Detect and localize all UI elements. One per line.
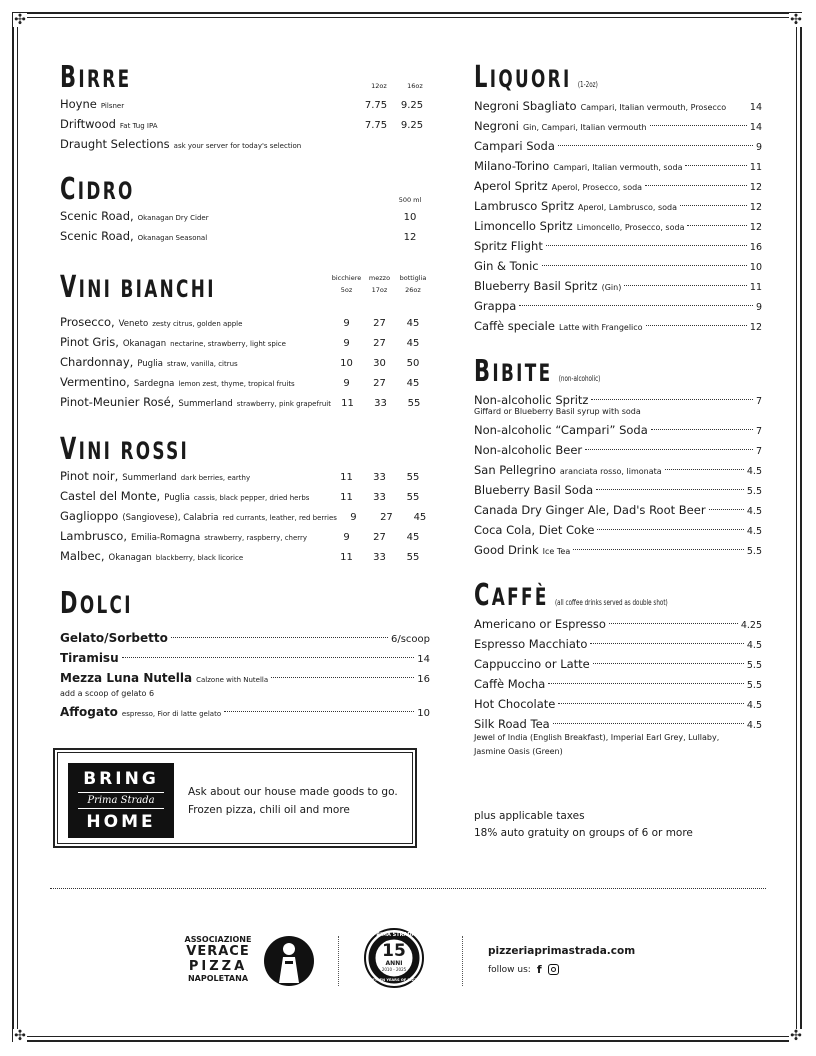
logo-prima-strada: Prima Strada [78,792,164,809]
corner-ornament-icon: ✣ [790,12,802,28]
section-birre [60,60,430,158]
item-region: Emilia-Romagna [130,533,201,543]
section-liquori [474,60,762,336]
item-price: 7 [755,426,762,437]
item-price: 55 [406,552,420,563]
menu-item [60,648,430,668]
leader-dots [591,399,753,400]
item-price: 55 [406,472,420,483]
section-title: BIRRE [60,60,132,95]
menu-item [60,352,430,372]
item-name: Hot Chocolate [474,697,556,711]
leader-dots [271,677,414,678]
item-name: Malbec, [60,549,105,563]
follow-us-label: follow us: [488,964,531,975]
leader-dots [224,711,414,712]
leader-dots [645,185,747,186]
leader-dots [171,637,388,638]
menu-item [474,236,762,256]
corner-ornament-icon: ✣ [790,1028,802,1044]
item-desc: blackberry, black licorice [155,554,244,562]
item-desc: red currants, leather, red berries [222,514,337,522]
item-price: 9 [755,142,762,153]
item-name: Scenic Road, [60,229,134,243]
item-price: 5.5 [746,546,762,557]
leader-dots [548,683,744,684]
header-mezzo: mezzo [368,274,391,282]
menu-item [60,134,430,154]
section-title: CIDRO [60,172,135,207]
item-price: 9 [343,338,350,349]
item-region: Veneto [118,319,149,329]
menu-item [474,420,762,440]
menu-item [474,674,762,694]
section-title [474,60,699,94]
leader-dots [650,125,747,126]
item-name: Limoncello Spritz [474,219,573,233]
item-price: 4.5 [746,640,762,651]
section-title [474,578,699,612]
item-price: 10 [417,708,430,719]
item-name: Aperol Spritz [474,179,548,193]
item-name: Prosecco, [60,315,115,329]
badge-number: 15 [382,941,406,961]
item-price: 45 [406,532,420,543]
item-price: 27 [373,532,386,543]
item-price: 4.5 [746,506,762,517]
menu-item [474,634,762,654]
menu-item [474,654,762,674]
menu-item [60,372,430,392]
item-desc: lemon zest, thyme, tropical fruits [178,380,295,388]
item-name: Espresso Macchiato [474,637,588,651]
leader-dots [593,663,744,664]
gratuity-line: 18% auto gratuity on groups of 6 or more [474,827,693,839]
item-name: Blueberry Basil Spritz [474,279,598,293]
menu-item [474,694,762,714]
item-desc: nectarine, strawberry, light spice [170,340,286,348]
leader-dots [573,549,744,550]
section-vini-rossi [60,432,430,572]
menu-item [474,136,762,156]
section-title: DOLCI [60,586,133,621]
website-link[interactable]: pizzeriaprimastrada.com [488,945,636,957]
item-region: Puglia [164,493,190,503]
instagram-icon[interactable] [548,964,559,975]
menu-item [474,440,762,460]
item-desc: strawberry, raspberry, cherry [204,534,308,542]
menu-item [474,116,762,136]
menu-item [60,506,430,526]
item-name: Coca Cola, Diet Coke [474,523,595,537]
leader-dots [546,245,747,246]
item-name: Negroni [474,119,519,133]
menu-item [60,226,430,246]
taxes-line: plus applicable taxes [474,810,585,822]
item-price: 11 [340,552,353,563]
item-desc: Limoncello, Prosecco, soda [576,223,685,232]
item-name: Pinot noir, [60,469,119,483]
menu-item [474,196,762,216]
item-name: Hoyne [60,97,97,111]
item-name: Non-alcoholic “Campari” Soda [474,423,648,437]
section-bibite [474,354,762,560]
right-column [474,60,762,760]
menu-item [60,628,430,648]
item-name: Grappa [474,299,517,313]
badge-bottom-text: FIFTEEN YEARS OF PIZZA [368,978,420,982]
item-price: 27 [373,338,386,349]
menu-item [474,156,762,176]
item-price: 33 [373,552,386,563]
item-price: 12 [749,202,762,213]
menu-item [60,332,430,352]
item-price: 11 [341,398,354,409]
item-name: Non-alcoholic Spritz [474,393,589,407]
item-name: Good Drink [474,543,539,557]
item-price: 4.5 [746,526,762,537]
item-price: 5.5 [746,680,762,691]
item-name: Milano-Torino [474,159,550,173]
menu-item [474,296,762,316]
item-name: Gelato/Sorbetto [60,631,168,645]
item-price: 9 [343,378,350,389]
leader-dots [597,529,744,530]
item-desc: Campari, Italian vermouth, soda [553,163,683,172]
item-desc: Campari, Italian vermouth, Prosecco [580,103,727,112]
leader-dots [590,643,743,644]
item-price: 30 [373,358,386,369]
section-title: VINI ROSSI [60,432,190,467]
item-name: Blueberry Basil Soda [474,483,594,497]
pulcinella-seal-icon [263,935,315,987]
menu-item [474,276,762,296]
leader-dots [122,657,415,658]
item-desc: aranciata rosso, limonata [559,467,662,476]
left-column [60,60,430,726]
item-name: Spritz Flight [474,239,543,253]
item-price: 4.5 [746,466,762,477]
item-desc: Pilsner [100,102,125,110]
item-name: Gaglioppo [60,509,119,523]
item-name: Castel del Monte, [60,489,161,503]
item-price: 9.25 [400,100,424,111]
corner-ornament-icon: ✣ [14,1028,26,1044]
leader-dots [680,205,747,206]
promo-line-2: Frozen pizza, chili oil and more [188,804,350,816]
avpn-logo [183,935,318,995]
item-price: 4.25 [740,620,762,631]
menu-item [474,316,762,336]
leader-dots [687,225,746,226]
size-headers [350,78,430,90]
menu-item [60,312,430,332]
size-headers [330,270,430,294]
item-price: 33 [373,492,386,503]
menu-item [60,486,430,506]
item-desc: straw, vanilla, citrus [167,360,238,368]
menu-item [474,176,762,196]
anniversary-badge [364,928,424,988]
item-name: Non-alcoholic Beer [474,443,583,457]
item-price: 45 [406,338,420,349]
item-desc: strawberry, pink grapefruit [236,400,331,408]
item-name: Tiramisu [60,651,119,665]
item-region: (Sangiovese), Calabria [122,513,219,523]
bring-home-promo [53,748,417,848]
item-price: 9.25 [400,120,424,131]
leader-dots [609,623,738,624]
tea-note: Jewel of India (English Breakfast), Imperial Earl Grey, Lullaby, [474,733,720,742]
header-5oz: 5oz [340,286,353,294]
item-desc: cassis, black pepper, dried herbs [193,494,310,502]
item-desc: Aperol, Prosecco, soda [551,183,643,192]
gelato-note: add a scoop of gelato 6 [60,689,155,698]
item-price: 7.75 [364,100,388,111]
item-name: Negroni Sbagliato [474,99,577,113]
item-price: 14 [417,654,430,665]
item-price: 9 [343,532,350,543]
leader-dots [596,489,744,490]
tea-note: Jasmine Oasis (Green) [474,747,563,756]
item-price: 4.5 [746,700,762,711]
item-name: Vermentino, [60,375,130,389]
item-price: 7.75 [364,120,388,131]
menu-item [474,96,762,116]
item-desc: (Gin) [601,283,622,292]
header-bicchiere: bicchiere [331,274,362,282]
menu-item [474,540,762,560]
item-region: Okanagan [122,339,167,349]
leader-dots [542,265,747,266]
leader-dots [685,165,746,166]
contact-block [488,945,635,976]
item-price: 12 [749,222,762,233]
item-price: 11 [340,472,353,483]
section-dolci [60,586,430,726]
item-price: 45 [413,512,427,523]
menu-item [60,702,430,722]
item-desc: Okanagan Dry Cider [137,214,209,222]
menu-item [60,392,430,412]
item-name: Pinot Gris, [60,335,119,349]
item-price: 11 [340,492,353,503]
promo-line-1: Ask about our house made goods to go. [188,786,398,798]
item-price: 33 [373,472,386,483]
bring-home-logo [68,763,174,838]
menu-item [60,668,430,688]
header-500ml: 500 ml [398,196,422,204]
item-name: Lambrusco Spritz [474,199,575,213]
facebook-icon[interactable]: f [536,963,542,976]
item-name: Lambrusco, [60,529,127,543]
leader-dots [651,429,753,430]
item-name: San Pellegrino [474,463,556,477]
section-title-text: LIQUORI [474,60,572,95]
leader-dots [646,325,747,326]
size-headers [390,192,430,204]
header-16oz: 16oz [407,82,423,90]
item-price: 11 [749,282,762,293]
item-desc: Fat Tug IPA [119,122,158,130]
item-desc: Aperol, Lambrusco, soda [578,203,678,212]
item-region: Summerland [122,473,177,483]
item-name: Affogato [60,705,118,719]
item-price: 55 [406,492,420,503]
item-price: 27 [380,512,393,523]
taxes-note [474,808,693,842]
leader-dots [585,449,753,450]
item-desc: Gin, Campari, Italian vermouth [522,123,647,132]
leader-dots [553,723,744,724]
item-region: Sardegna [133,379,175,389]
leader-dots [709,509,744,510]
header-bottiglia: bottiglia [399,274,427,282]
item-price: 55 [407,398,421,409]
menu-item [474,520,762,540]
menu-item [60,466,430,486]
item-name: Americano or Espresso [474,617,606,631]
item-price: 11 [749,162,762,173]
item-price: 6/scoop [390,634,430,645]
item-name: Canada Dry Ginger Ale, Dad's Root Beer [474,503,706,517]
item-price: 5.5 [746,660,762,671]
item-price: 12 [749,182,762,193]
item-price: 10 [403,212,417,223]
item-price: 45 [406,318,420,329]
menu-item [60,546,430,566]
item-desc: zesty citrus, golden apple [152,320,243,328]
item-region: Summerland [178,399,233,409]
item-price: 12 [749,322,762,333]
item-price: 27 [373,318,386,329]
section-note: (all coffee drinks served as double shot) [554,598,668,607]
section-vini-bianchi [60,270,430,418]
header-26oz: 26oz [405,286,421,294]
menu-item [474,256,762,276]
menu-item [474,460,762,480]
item-price: 16 [417,674,430,685]
item-desc: Okanagan Seasonal [137,234,208,242]
item-desc: Calzone with Nutella [196,676,269,684]
spritz-note: Giffard or Blueberry Basil syrup with soda [474,407,641,416]
avpn-text: NAPOLETANA [187,974,249,983]
leader-dots [558,703,744,704]
menu-item [60,526,430,546]
section-caffe [474,578,762,758]
menu-item [474,480,762,500]
item-price: 45 [406,378,420,389]
item-name: Caffè speciale [474,319,555,333]
footer-separator [338,936,339,986]
item-name: Gin & Tonic [474,259,539,273]
item-name: Draught Selections [60,137,170,151]
menu-item [474,500,762,520]
corner-ornament-icon: ✣ [14,12,26,28]
logo-home: HOME [86,812,156,832]
item-name: Driftwood [60,117,116,131]
item-price: 7 [755,396,762,407]
menu-item [474,614,762,634]
item-price: 9 [343,318,350,329]
leader-dots [624,285,747,286]
item-name: Pinot-Meunier Rosé, [60,395,175,409]
section-note: (1-2oz) [577,80,598,89]
item-name: Scenic Road, [60,209,134,223]
item-price: 9 [350,512,357,523]
section-title-text: CAFFÈ [474,578,549,613]
avpn-text: PIZZA [188,959,248,974]
item-name: Campari Soda [474,139,555,153]
item-price: 10 [749,262,762,273]
item-price: 33 [374,398,387,409]
item-name: Silk Road Tea [474,717,550,731]
item-desc: dark berries, earthy [180,474,251,482]
section-cidro [60,172,430,256]
item-price: 27 [373,378,386,389]
footer-divider [50,888,766,889]
avpn-text: VERACE [186,944,250,959]
leader-dots [665,469,744,470]
item-name: Caffè Mocha [474,677,546,691]
menu-item [60,114,430,134]
item-price: 50 [406,358,420,369]
menu-item [474,714,762,734]
item-desc: ask your server for today's selection [173,142,302,150]
item-desc: Ice Tea [542,547,571,556]
section-title-text: BIBITE [474,354,553,389]
menu-item [60,206,430,226]
logo-bring: BRING [83,769,159,789]
item-desc: espresso, Fior di latte gelato [121,710,222,718]
item-price: 16 [749,242,762,253]
item-name: Cappuccino or Latte [474,657,590,671]
header-17oz: 17oz [371,286,388,294]
badge-top-text: PRIMA STRADA [372,932,416,938]
item-price: 14 [749,102,762,113]
item-price: 7 [755,446,762,457]
item-desc: Latte with Frangelico [558,323,643,332]
footer-separator [462,936,463,986]
item-price: 12 [403,232,417,243]
leader-dots [558,145,753,146]
menu-item [60,94,430,114]
item-price: 14 [749,122,762,133]
item-price: 4.5 [746,720,762,731]
item-region: Okanagan [108,553,152,563]
section-title [474,354,699,388]
menu-item [474,216,762,236]
section-note: (non-alcoholic) [558,374,601,383]
item-price: 9 [755,302,762,313]
item-name: Mezza Luna Nutella [60,671,193,685]
badge-years: 2010 - 2025 [381,967,407,972]
leader-dots [519,305,753,306]
avpn-text: ASSOCIAZIONE [184,935,252,944]
badge-anni: ANNI [385,960,403,967]
item-name: Chardonnay, [60,355,134,369]
item-price: 5.5 [746,486,762,497]
header-12oz: 12oz [371,82,387,90]
section-title: VINI BIANCHI [60,270,216,305]
item-region: Puglia [137,359,164,369]
item-price: 10 [340,358,353,369]
